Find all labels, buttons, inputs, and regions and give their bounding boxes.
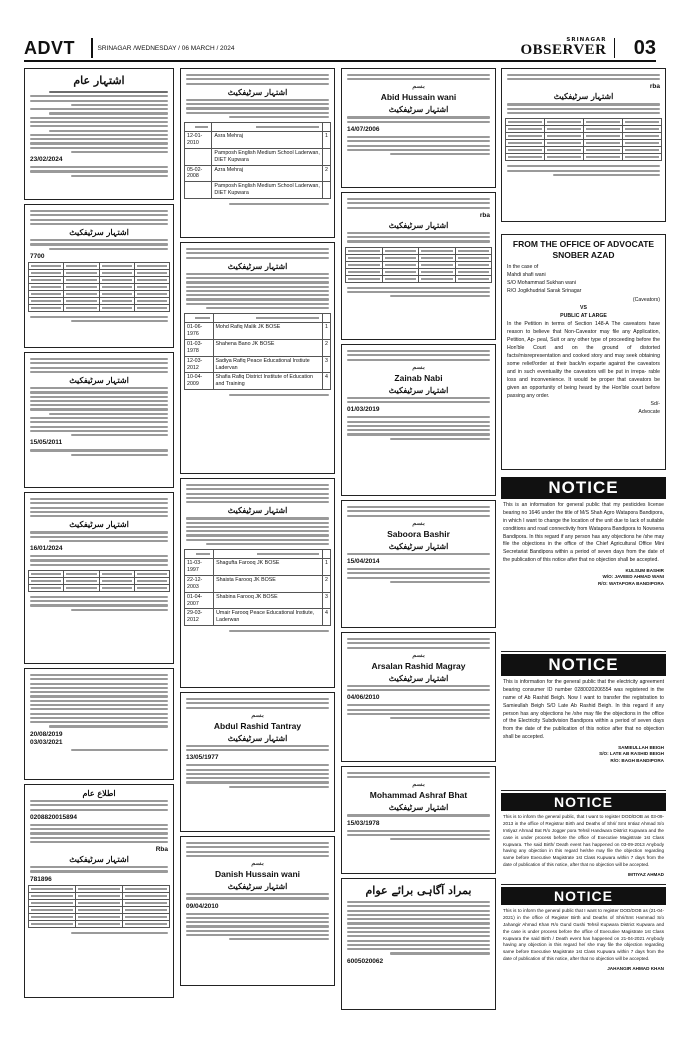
notice-signer: JAHANGIR AHMAD KHAN (607, 966, 664, 972)
ad-date: 01/03/2019 (347, 406, 380, 414)
table-row: 01-04-2007 Shabina Farooq JK BOSE 3 (185, 592, 331, 609)
notice-block (501, 887, 666, 1017)
ad-heading: اشتہار سرٹیفکیٹ (227, 260, 288, 271)
ad-date: 04/06/2010 (347, 694, 380, 702)
phone-number: 6005020062 (347, 957, 384, 965)
ad-date: 13/05/1977 (186, 754, 219, 762)
notice-body: This is an information for general public that my pesticides license bearing no 1646 under the title of M/S Shah Agro Watapora Bandipora, in which I want to change the location of the unit due to lack of suitable conditions and road connectivity from Watapora Bandipora to Nowsena Bandipora. In this regard if any person has any objections he /she may file the objections in the office of the Chief Agricultural Office Mini Secretariat Bandipora within a period of seven days from the date of the publication of this notice after that no objection shall be accepted. (503, 502, 664, 564)
applicant-name: Danish Hussain wani (214, 869, 301, 880)
table-row: 12-01-2010 Asra Mehraj 1 (185, 132, 331, 149)
notice-block (501, 477, 666, 649)
ad-block (501, 68, 666, 222)
ad-date: 16/01/2024 (30, 545, 63, 553)
notice-heading: NOTICE (501, 887, 666, 905)
notice-body: This is to inform the general public, that I want to register DOD/DOB as 03-09-2013 in the office of Registrar Birth and Deaths of Shri/ Smt Imtiaz Ahmad S/o Imtiyaz Ahmad Bat R/o Jogger pora Tehsil Handwara District Kupwara and the case is under process before the office of Executive Magistrate 1st Class Kupwara. The said Birth/ Death event has happened on 03-09-2013 Anybody having any objection in this regard he/she may file the objection regarding same before Executive Magistrate 1st Class Kupwara within 7 days from the date of publication of this notice, after that no objection will be accepted. (503, 814, 664, 868)
ad-block: بسم Abdul Rashid Tantray اشتہار سرٹیفکیٹ 13/05/1977 (180, 692, 335, 832)
ad-heading: اشتہار سرٹیفکیٹ (388, 540, 449, 551)
certificate-table (184, 313, 331, 390)
ad-heading: اشتہار سرٹیفکیٹ (227, 732, 288, 743)
applicant-name: Abid Hussain wani (380, 92, 457, 103)
ad-block (24, 204, 174, 348)
data-table (28, 885, 170, 928)
ad-block: بسم Danish Hussain wani اشتہار سرٹیفکیٹ 09/04/2010 (180, 836, 335, 986)
ad-heading: اشتہار سرٹیفکیٹ (388, 672, 449, 683)
certificate-table (184, 549, 331, 626)
column-1 (24, 68, 174, 1002)
notice-heading: NOTICE (501, 793, 666, 811)
table-row: 01-06-1976 Mohd Rafiq Malik JK BOSE 1 (185, 323, 331, 340)
ad-number: 0208820015894 (30, 813, 77, 821)
notice-signer: KULSUM BASHIR W/O: JAVEED AHMAD WANI R/O: WATAPORA BANDIPORA (597, 568, 664, 586)
ad-code: rba (649, 83, 660, 91)
table-row: Pamposh English Medium School Laderwan, DIET Kupwara (185, 182, 331, 199)
ad-heading: اطلاع عام (82, 788, 116, 798)
public-label: PUBLIC AT LARGE (560, 312, 607, 319)
ad-heading: اشتہار سرٹیفکیٹ (553, 91, 614, 102)
notice-signer: SAMIEULLAH BEIGH S/O: LATE AB RASHID BEIGH R/O: BAGH BANDIPORA (599, 745, 664, 763)
ad-block: بسم Mohammad Ashraf Bhat اشتہار سرٹیفکیٹ 15/03/1978 (341, 766, 496, 874)
text-line: R/O Jogikhudrial Sarak Srinagar (507, 288, 582, 295)
ad-block (24, 352, 174, 488)
ad-block (180, 478, 335, 688)
divider (91, 38, 93, 58)
ad-date: 14/07/2006 (347, 125, 380, 133)
applicant-name: Mohammad Ashraf Bhat (369, 790, 468, 801)
ad-heading: اشتہار عام (73, 74, 125, 87)
ad-heading: اشتہار سرٹیفکیٹ (69, 227, 129, 238)
applicant-name: Arsalan Rashid Magray (371, 660, 466, 671)
advocate-heading: FROM THE OFFICE OF ADVOCATE SNOBER AZAD (512, 239, 655, 260)
logo-name: OBSERVER (520, 42, 607, 59)
page-number: 03 (633, 36, 656, 59)
notice-signer: IMTIYAZ AHMAD (627, 872, 664, 878)
divider (501, 790, 666, 791)
ad-heading: اشتہار سرٹیفکیٹ (388, 219, 449, 230)
ad-heading: اشتہار سرٹیفکیٹ (227, 881, 288, 892)
ad-heading: اشتہار سرٹیفکیٹ (69, 375, 129, 386)
data-table (505, 118, 662, 161)
ad-block (24, 668, 174, 780)
table-row: 01-03-1978 Shahena Bano JK BOSE 2 (185, 339, 331, 356)
ad-block (24, 492, 174, 664)
notice-heading: NOTICE (501, 654, 666, 676)
ad-heading: اشتہار سرٹیفکیٹ (227, 86, 288, 97)
ad-heading: اشتہار سرٹیفکیٹ (388, 802, 449, 813)
ad-heading: بمراد آگاہی برائے عوام (365, 884, 472, 897)
notice-block (501, 654, 666, 788)
vs-label: VS (580, 304, 587, 311)
text-line: S/O Mohammad Sukhan wani (507, 280, 576, 287)
ad-block (180, 242, 335, 474)
ad-date: 23/02/2024 (30, 156, 63, 164)
table-row: 12-03-2012 Sadiya Rafiq Peace Educational Instiute Ladervan 3 (185, 356, 331, 373)
column-4-top (501, 68, 666, 226)
table-row: 05-02-2008 Azra Mehraj 2 (185, 165, 331, 182)
ad-heading: اشتہار سرٹیفکیٹ (388, 384, 449, 395)
text-line: In the case of (507, 264, 539, 271)
ad-date: 03/03/2021 (30, 738, 63, 746)
ad-block: بسم Zainab Nabi اشتہار سرٹیفکیٹ 01/03/2019 (341, 344, 496, 496)
ad-date: 15/04/2014 (347, 557, 380, 565)
ad-date: 15/03/1978 (347, 819, 380, 827)
ad-block (341, 192, 496, 340)
ad-date: 15/05/2011 (30, 439, 63, 447)
divider (501, 651, 666, 652)
dateline: SRINAGAR /WEDNESDAY / 06 MARCH / 2024 (97, 44, 235, 52)
applicant-name: Abdul Rashid Tantray (213, 720, 302, 731)
ad-block (341, 878, 496, 1010)
divider (614, 38, 616, 58)
signature: Sd/- (650, 401, 660, 408)
ad-code: rba (479, 211, 490, 219)
masthead (24, 36, 656, 62)
newspaper-logo (521, 38, 607, 59)
applicant-name: Zainab Nabi (394, 372, 443, 383)
ad-heading: اشتہار سرٹیفکیٹ (388, 104, 449, 115)
data-table (28, 262, 170, 312)
table-row: 10-04-2009 Shafia Rafiq District Institute of Education and Training 4 (185, 373, 331, 390)
text-line: Mahdi shafi wani (507, 272, 546, 279)
column-2 (180, 68, 335, 990)
ad-code: Rba (155, 846, 168, 854)
advocate-body: In the Petition in terms of Section 148-A The caveators have reason to believe that Non-Caveator may file any Application, Petition, Ap- peal, Suit or any other type of proceeding before the Hon'ble Court and on the ground of distorted facts/misrepresentation and cooked story and may seek obtaining some relief/order at their back/in exparte against the caveators and in such eventuality the caveators will be put in irrepa- rable loss and inconvenience. It would be proper that caveators be given an opportunity of being heard by the Hon'ble court before passing any order. (507, 320, 660, 400)
notice-body: This is information for the general public that the electricity agreement bearing consumer ID number 0280020206554 was registered in the name of Ab Rashid Beigh. Now I want to transfer the registration to Samieullah Beigh S/O Late Ab Rashid Beigh. In this regard if any person has any objections he /she may file the objections in the office of the Electricity Subdivision Bandipora within a period of seven days from the date of the publication of this notice after that no objection shall be accepted. (503, 679, 664, 741)
logo-city: SRINAGAR (566, 36, 607, 43)
ad-date: 09/04/2010 (186, 902, 219, 910)
section-label: ADVT (24, 37, 75, 58)
column-3 (341, 68, 496, 1014)
table-row: 22-12-2003 Shaista Farooq JK BOSE 2 (185, 575, 331, 592)
ad-amount: 7700 (30, 252, 45, 260)
notice-body: This is to inform the general public that I want to register DOD/DOB as (21-04-2021) in the office of Register Birth and Deaths of Shri/Smt Hammad S/o Jahangir Ahmad Khan R/o Gund Gushi Tehsil Kupwara District Kupwara and the case is under process before the office of Executive Magistrate 1st Class Kupwara the said Birth / Death event has happened on 21-04-2021 Anybody having any objection in this regard he/ she may file the objection regarding same before Executive Magistrate 1st Class Kupwara within 7 days from the date of publication of this notice, after that no objection will be accepted. (503, 908, 664, 962)
ad-heading: اشتہار سرٹیفکیٹ (227, 505, 288, 516)
applicant-name: Saboora Bashir (387, 528, 450, 539)
table-row: Pamposh English Medium School Laderwan, DIET Kupwara (185, 148, 331, 165)
ad-block: بسم Arsalan Rashid Magray اشتہار سرٹیفکیٹ 04/06/2010 (341, 632, 496, 762)
ad-block (24, 68, 174, 200)
ad-heading: اشتہار سرٹیفکیٹ (69, 519, 129, 530)
data-table (28, 570, 170, 592)
certificate-table (184, 122, 331, 199)
ad-block: بسم Saboora Bashir اشتہار سرٹیفکیٹ 15/04/2014 (341, 500, 496, 628)
advocate-notice (501, 234, 666, 470)
data-table (345, 247, 492, 283)
ad-date: 20/08/2019 (30, 730, 63, 738)
ad-block (24, 784, 174, 998)
table-row: 29-03-2012 Umair Farooq Peace Educational Instiute, Laderwan 4 (185, 609, 331, 626)
divider (501, 884, 666, 885)
caveators-label: (Caveators) (632, 296, 660, 303)
ad-number: 781896 (30, 875, 52, 883)
notice-heading: NOTICE (501, 477, 666, 499)
ad-heading: اشتہار سرٹیفکیٹ (69, 854, 129, 865)
ad-block (180, 68, 335, 238)
ad-block: بسم Abid Hussain wani اشتہار سرٹیفکیٹ 14/07/2006 (341, 68, 496, 188)
signature-title: Advocate (638, 409, 660, 416)
table-row: 11-03-1997 Shagufta Farooq JK BOSE 1 (185, 559, 331, 576)
notice-block (501, 793, 666, 883)
